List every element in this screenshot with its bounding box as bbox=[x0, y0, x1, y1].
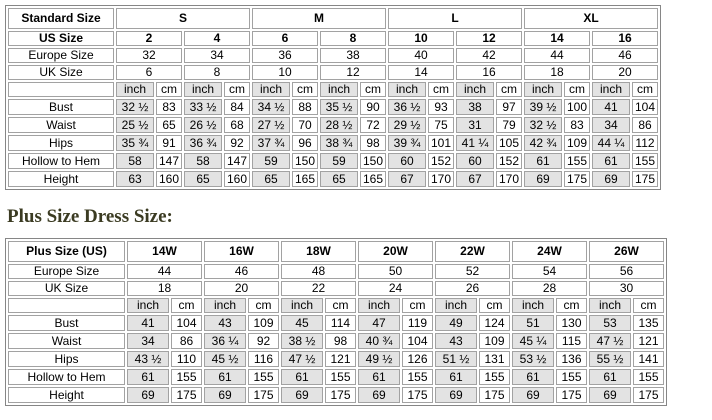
measurement-label: Waist bbox=[8, 117, 114, 133]
cm-value: 109 bbox=[479, 333, 510, 349]
cm-value: 97 bbox=[496, 99, 522, 115]
unit-inch-header: inch bbox=[592, 82, 630, 97]
unit-inch-header: inch bbox=[127, 298, 169, 313]
unit-inch-header: inch bbox=[252, 82, 290, 97]
inch-value: 34 ½ bbox=[252, 99, 290, 115]
inch-value: 36 ½ bbox=[388, 99, 426, 115]
unit-cm-header: cm bbox=[564, 82, 590, 97]
cm-value: 170 bbox=[496, 171, 522, 187]
cm-value: 155 bbox=[632, 153, 658, 169]
europe-size-value: 42 bbox=[456, 48, 522, 63]
cm-value: 70 bbox=[292, 117, 318, 133]
us-size-value: 4 bbox=[184, 31, 250, 46]
cm-value: 92 bbox=[224, 135, 250, 151]
cm-value: 155 bbox=[556, 369, 587, 385]
measurement-row bbox=[8, 369, 664, 385]
inch-value: 61 bbox=[358, 369, 400, 385]
row-label: US Size bbox=[8, 31, 114, 46]
inch-value: 51 bbox=[512, 315, 554, 331]
cm-value: 90 bbox=[360, 99, 386, 115]
inch-value: 28 ½ bbox=[320, 117, 358, 133]
measurement-row bbox=[8, 387, 664, 403]
row-label: UK Size bbox=[8, 65, 114, 80]
inch-value: 36 ¼ bbox=[204, 333, 246, 349]
us-size-value: 10 bbox=[388, 31, 454, 46]
inch-value: 41 bbox=[127, 315, 169, 331]
inch-value: 45 bbox=[281, 315, 323, 331]
cm-value: 170 bbox=[428, 171, 454, 187]
cm-value: 175 bbox=[556, 387, 587, 403]
uk-size-value: 14 bbox=[388, 65, 454, 80]
cm-value: 104 bbox=[402, 333, 433, 349]
uk-size-value: 28 bbox=[512, 281, 587, 296]
uk-size-value: 6 bbox=[116, 65, 182, 80]
cm-value: 147 bbox=[224, 153, 250, 169]
unit-cm-header: cm bbox=[428, 82, 454, 97]
inch-value: 69 bbox=[204, 387, 246, 403]
unit-cm-header: cm bbox=[632, 82, 658, 97]
measurement-row bbox=[8, 315, 664, 331]
inch-value: 29 ½ bbox=[388, 117, 426, 133]
cm-value: 100 bbox=[564, 99, 590, 115]
us-size-value: 12 bbox=[456, 31, 522, 46]
unit-inch-header: inch bbox=[435, 298, 477, 313]
cm-value: 109 bbox=[564, 135, 590, 151]
unit-inch-header: inch bbox=[512, 298, 554, 313]
cm-value: 155 bbox=[325, 369, 356, 385]
uk-size-value: 16 bbox=[456, 65, 522, 80]
inch-value: 42 ¾ bbox=[524, 135, 562, 151]
unit-cm-header: cm bbox=[479, 298, 510, 313]
unit-cm-header: cm bbox=[325, 298, 356, 313]
inch-value: 35 ½ bbox=[320, 99, 358, 115]
uk-size-value: 8 bbox=[184, 65, 250, 80]
unit-inch-header: inch bbox=[358, 298, 400, 313]
inch-value: 69 bbox=[589, 387, 631, 403]
uk-size-value: 26 bbox=[435, 281, 510, 296]
inch-value: 58 bbox=[116, 153, 154, 169]
inch-value: 38 bbox=[456, 99, 494, 115]
cm-value: 83 bbox=[156, 99, 182, 115]
inch-value: 67 bbox=[456, 171, 494, 187]
inch-value: 65 bbox=[320, 171, 358, 187]
unit-cm-header: cm bbox=[496, 82, 522, 97]
unit-inch-header: inch bbox=[456, 82, 494, 97]
uk-size-value: 20 bbox=[592, 65, 658, 80]
cm-value: 98 bbox=[325, 333, 356, 349]
unit-cm-header: cm bbox=[156, 82, 182, 97]
uk-size-value: 12 bbox=[320, 65, 386, 80]
inch-value: 69 bbox=[435, 387, 477, 403]
unit-cm-header: cm bbox=[292, 82, 318, 97]
inch-value: 44 ¼ bbox=[592, 135, 630, 151]
inch-value: 45 ¼ bbox=[512, 333, 554, 349]
size-header: 16W bbox=[204, 241, 279, 262]
size-header: 18W bbox=[281, 241, 356, 262]
inch-value: 25 ½ bbox=[116, 117, 154, 133]
inch-value: 69 bbox=[524, 171, 562, 187]
inch-value: 61 bbox=[435, 369, 477, 385]
uk-size-value: 18 bbox=[524, 65, 590, 80]
measurement-label: Hollow to Hem bbox=[8, 153, 114, 169]
cm-value: 175 bbox=[632, 171, 658, 187]
europe-size-row bbox=[8, 48, 658, 63]
inch-value: 69 bbox=[592, 171, 630, 187]
measurement-label: Hips bbox=[8, 135, 114, 151]
inch-value: 69 bbox=[358, 387, 400, 403]
cm-value: 126 bbox=[402, 351, 433, 367]
cm-value: 175 bbox=[325, 387, 356, 403]
cm-value: 68 bbox=[224, 117, 250, 133]
measurement-row bbox=[8, 333, 664, 349]
unit-row bbox=[8, 82, 658, 97]
inch-value: 36 ¾ bbox=[184, 135, 222, 151]
inch-value: 37 ¾ bbox=[252, 135, 290, 151]
unit-cm-header: cm bbox=[248, 298, 279, 313]
inch-value: 61 bbox=[127, 369, 169, 385]
cm-value: 116 bbox=[248, 351, 279, 367]
europe-size-value: 46 bbox=[204, 264, 279, 279]
cm-value: 135 bbox=[633, 315, 664, 331]
cm-value: 160 bbox=[156, 171, 182, 187]
cm-value: 130 bbox=[556, 315, 587, 331]
cm-value: 114 bbox=[325, 315, 356, 331]
plus-size-table bbox=[5, 238, 667, 406]
cm-value: 119 bbox=[402, 315, 433, 331]
europe-size-value: 40 bbox=[388, 48, 454, 63]
inch-value: 60 bbox=[456, 153, 494, 169]
inch-value: 39 ¾ bbox=[388, 135, 426, 151]
measurement-row bbox=[8, 171, 658, 187]
cm-value: 165 bbox=[360, 171, 386, 187]
inch-value: 65 bbox=[184, 171, 222, 187]
size-header: 22W bbox=[435, 241, 510, 262]
unit-cm-header: cm bbox=[402, 298, 433, 313]
cm-value: 131 bbox=[479, 351, 510, 367]
unit-inch-header: inch bbox=[184, 82, 222, 97]
cm-value: 152 bbox=[428, 153, 454, 169]
size-header: 14W bbox=[127, 241, 202, 262]
measurement-row bbox=[8, 99, 658, 115]
cm-value: 91 bbox=[156, 135, 182, 151]
inch-value: 40 ¾ bbox=[358, 333, 400, 349]
header-row bbox=[8, 8, 658, 29]
standard-size-table bbox=[5, 5, 661, 190]
europe-size-row bbox=[8, 264, 664, 279]
cm-value: 155 bbox=[171, 369, 202, 385]
cm-value: 141 bbox=[633, 351, 664, 367]
cm-value: 152 bbox=[496, 153, 522, 169]
cm-value: 150 bbox=[292, 153, 318, 169]
cm-value: 124 bbox=[479, 315, 510, 331]
uk-size-value: 10 bbox=[252, 65, 318, 80]
inch-value: 53 bbox=[589, 315, 631, 331]
inch-value: 49 ½ bbox=[358, 351, 400, 367]
us-size-value: 6 bbox=[252, 31, 318, 46]
size-group-header: L bbox=[388, 8, 522, 29]
corner-header: Plus Size (US) bbox=[8, 241, 125, 262]
europe-size-value: 36 bbox=[252, 48, 318, 63]
inch-value: 63 bbox=[116, 171, 154, 187]
size-header: 26W bbox=[589, 241, 664, 262]
inch-value: 43 bbox=[435, 333, 477, 349]
inch-value: 67 bbox=[388, 171, 426, 187]
cm-value: 160 bbox=[224, 171, 250, 187]
cm-value: 86 bbox=[171, 333, 202, 349]
cm-value: 72 bbox=[360, 117, 386, 133]
row-label: Europe Size bbox=[8, 264, 125, 279]
unit-cm-header: cm bbox=[224, 82, 250, 97]
header-row bbox=[8, 241, 664, 262]
measurement-row bbox=[8, 117, 658, 133]
uk-size-value: 24 bbox=[358, 281, 433, 296]
cm-value: 155 bbox=[479, 369, 510, 385]
unit-inch-header: inch bbox=[388, 82, 426, 97]
inch-value: 38 ¾ bbox=[320, 135, 358, 151]
cm-value: 98 bbox=[360, 135, 386, 151]
inch-value: 47 ½ bbox=[589, 333, 631, 349]
measurement-row bbox=[8, 351, 664, 367]
size-header: 24W bbox=[512, 241, 587, 262]
plus-size-heading: Plus Size Dress Size: bbox=[7, 206, 173, 227]
cm-value: 92 bbox=[248, 333, 279, 349]
cm-value: 155 bbox=[402, 369, 433, 385]
unit-inch-header: inch bbox=[281, 298, 323, 313]
inch-value: 33 ½ bbox=[184, 99, 222, 115]
cm-value: 109 bbox=[248, 315, 279, 331]
uk-size-value: 30 bbox=[589, 281, 664, 296]
inch-value: 55 ½ bbox=[589, 351, 631, 367]
inch-value: 58 bbox=[184, 153, 222, 169]
inch-value: 60 bbox=[388, 153, 426, 169]
inch-value: 31 bbox=[456, 117, 494, 133]
measurement-label: Waist bbox=[8, 333, 125, 349]
size-group-header: S bbox=[116, 8, 250, 29]
cm-value: 121 bbox=[633, 333, 664, 349]
cm-value: 96 bbox=[292, 135, 318, 151]
cm-value: 150 bbox=[360, 153, 386, 169]
cm-value: 155 bbox=[633, 369, 664, 385]
cm-value: 110 bbox=[171, 351, 202, 367]
inch-value: 69 bbox=[281, 387, 323, 403]
cm-value: 175 bbox=[248, 387, 279, 403]
inch-value: 49 bbox=[435, 315, 477, 331]
cm-value: 175 bbox=[171, 387, 202, 403]
measurement-label: Bust bbox=[8, 99, 114, 115]
cm-value: 155 bbox=[248, 369, 279, 385]
cm-value: 86 bbox=[632, 117, 658, 133]
uk-size-value: 20 bbox=[204, 281, 279, 296]
us-size-value: 16 bbox=[592, 31, 658, 46]
europe-size-value: 46 bbox=[592, 48, 658, 63]
row-label: Europe Size bbox=[8, 48, 114, 63]
inch-value: 34 bbox=[592, 117, 630, 133]
measurement-label: Height bbox=[8, 171, 114, 187]
inch-value: 38 ½ bbox=[281, 333, 323, 349]
cm-value: 83 bbox=[564, 117, 590, 133]
europe-size-value: 54 bbox=[512, 264, 587, 279]
measurement-row bbox=[8, 135, 658, 151]
measurement-label: Height bbox=[8, 387, 125, 403]
unit-cm-header: cm bbox=[360, 82, 386, 97]
unit-inch-header: inch bbox=[116, 82, 154, 97]
row-label: UK Size bbox=[8, 281, 125, 296]
cm-value: 175 bbox=[633, 387, 664, 403]
cm-value: 79 bbox=[496, 117, 522, 133]
size-group-header: XL bbox=[524, 8, 658, 29]
uk-size-value: 22 bbox=[281, 281, 356, 296]
inch-value: 41 bbox=[592, 99, 630, 115]
us-size-row bbox=[8, 31, 658, 46]
corner-header: Standard Size bbox=[8, 8, 114, 29]
inch-value: 35 ¾ bbox=[116, 135, 154, 151]
inch-value: 61 bbox=[204, 369, 246, 385]
measurement-label: Hips bbox=[8, 351, 125, 367]
inch-value: 32 ½ bbox=[116, 99, 154, 115]
cm-value: 165 bbox=[292, 171, 318, 187]
cm-value: 105 bbox=[496, 135, 522, 151]
inch-value: 53 ½ bbox=[512, 351, 554, 367]
uk-size-row bbox=[8, 281, 664, 296]
inch-value: 51 ½ bbox=[435, 351, 477, 367]
europe-size-value: 44 bbox=[127, 264, 202, 279]
inch-value: 47 bbox=[358, 315, 400, 331]
inch-value: 69 bbox=[127, 387, 169, 403]
measurement-label: Bust bbox=[8, 315, 125, 331]
size-group-header: M bbox=[252, 8, 386, 29]
inch-value: 59 bbox=[252, 153, 290, 169]
unit-cm-header: cm bbox=[633, 298, 664, 313]
cm-value: 175 bbox=[402, 387, 433, 403]
cm-value: 155 bbox=[564, 153, 590, 169]
inch-value: 61 bbox=[281, 369, 323, 385]
europe-size-value: 50 bbox=[358, 264, 433, 279]
inch-value: 27 ½ bbox=[252, 117, 290, 133]
inch-value: 69 bbox=[512, 387, 554, 403]
cm-value: 104 bbox=[171, 315, 202, 331]
empty-corner-cell bbox=[8, 298, 125, 313]
uk-size-row bbox=[8, 65, 658, 80]
inch-value: 61 bbox=[592, 153, 630, 169]
unit-inch-header: inch bbox=[204, 298, 246, 313]
inch-value: 61 bbox=[512, 369, 554, 385]
unit-cm-header: cm bbox=[556, 298, 587, 313]
empty-corner-cell bbox=[8, 82, 114, 97]
cm-value: 84 bbox=[224, 99, 250, 115]
cm-value: 115 bbox=[556, 333, 587, 349]
inch-value: 34 bbox=[127, 333, 169, 349]
inch-value: 43 bbox=[204, 315, 246, 331]
measurement-row bbox=[8, 153, 658, 169]
inch-value: 32 ½ bbox=[524, 117, 562, 133]
inch-value: 45 ½ bbox=[204, 351, 246, 367]
europe-size-value: 38 bbox=[320, 48, 386, 63]
inch-value: 41 ¼ bbox=[456, 135, 494, 151]
unit-row bbox=[8, 298, 664, 313]
europe-size-value: 52 bbox=[435, 264, 510, 279]
cm-value: 88 bbox=[292, 99, 318, 115]
cm-value: 65 bbox=[156, 117, 182, 133]
inch-value: 43 ½ bbox=[127, 351, 169, 367]
us-size-value: 2 bbox=[116, 31, 182, 46]
inch-value: 39 ½ bbox=[524, 99, 562, 115]
inch-value: 59 bbox=[320, 153, 358, 169]
unit-inch-header: inch bbox=[320, 82, 358, 97]
unit-cm-header: cm bbox=[171, 298, 202, 313]
cm-value: 136 bbox=[556, 351, 587, 367]
cm-value: 93 bbox=[428, 99, 454, 115]
inch-value: 47 ½ bbox=[281, 351, 323, 367]
unit-inch-header: inch bbox=[589, 298, 631, 313]
cm-value: 75 bbox=[428, 117, 454, 133]
europe-size-value: 44 bbox=[524, 48, 590, 63]
cm-value: 175 bbox=[479, 387, 510, 403]
cm-value: 104 bbox=[632, 99, 658, 115]
cm-value: 101 bbox=[428, 135, 454, 151]
europe-size-value: 56 bbox=[589, 264, 664, 279]
size-header: 20W bbox=[358, 241, 433, 262]
europe-size-value: 34 bbox=[184, 48, 250, 63]
europe-size-value: 32 bbox=[116, 48, 182, 63]
inch-value: 61 bbox=[589, 369, 631, 385]
cm-value: 147 bbox=[156, 153, 182, 169]
cm-value: 175 bbox=[564, 171, 590, 187]
us-size-value: 8 bbox=[320, 31, 386, 46]
inch-value: 61 bbox=[524, 153, 562, 169]
measurement-label: Hollow to Hem bbox=[8, 369, 125, 385]
cm-value: 112 bbox=[632, 135, 658, 151]
inch-value: 65 bbox=[252, 171, 290, 187]
uk-size-value: 18 bbox=[127, 281, 202, 296]
us-size-value: 14 bbox=[524, 31, 590, 46]
cm-value: 121 bbox=[325, 351, 356, 367]
unit-inch-header: inch bbox=[524, 82, 562, 97]
inch-value: 26 ½ bbox=[184, 117, 222, 133]
europe-size-value: 48 bbox=[281, 264, 356, 279]
